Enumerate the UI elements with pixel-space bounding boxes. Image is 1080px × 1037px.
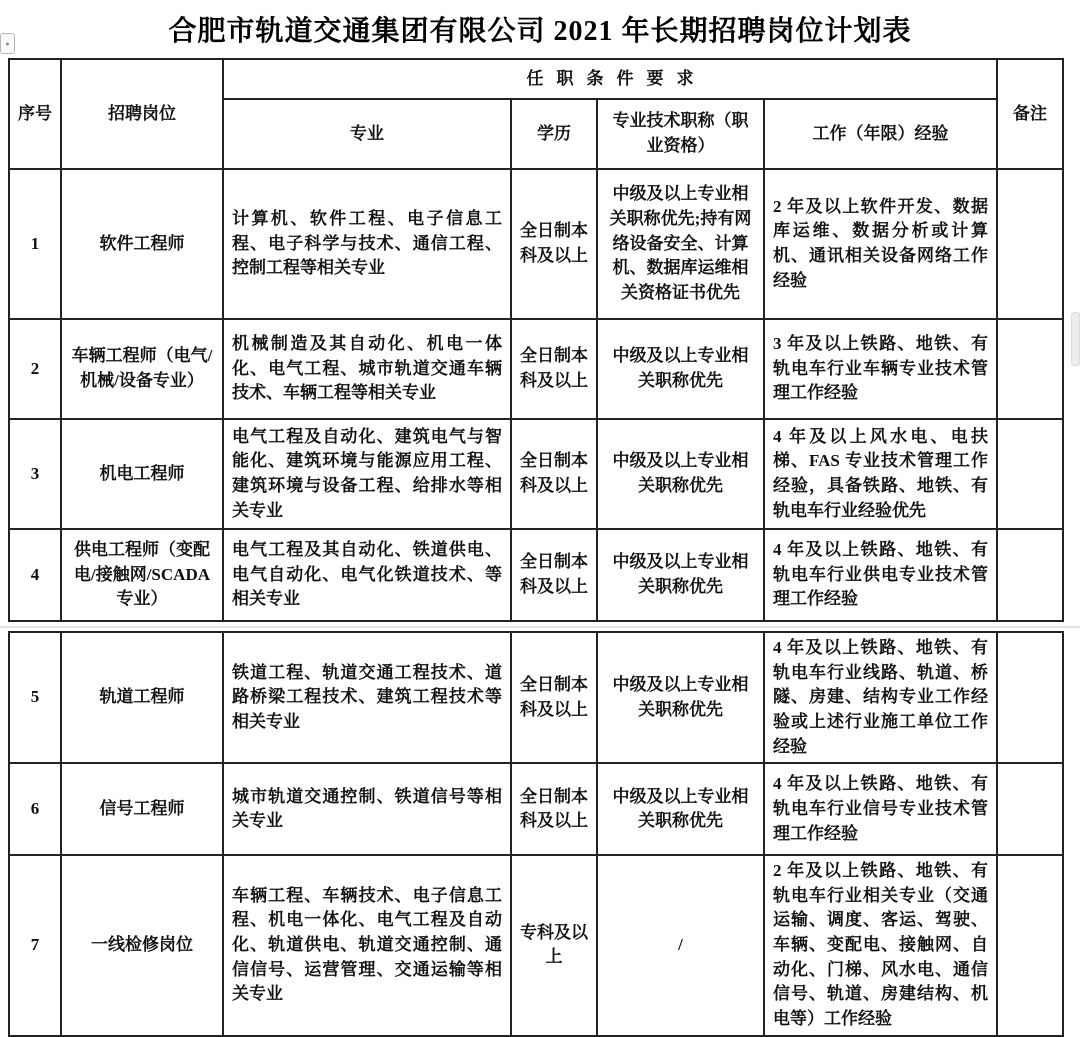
table-move-handle-icon[interactable] xyxy=(0,33,15,54)
cell-remark xyxy=(997,419,1063,529)
cell-remark xyxy=(997,529,1063,621)
cell-title-req: 中级及以上专业相关职称优先 xyxy=(597,319,764,419)
cell-education: 全日制本科及以上 xyxy=(511,529,597,621)
cell-experience: 3 年及以上铁路、地铁、有轨电车行业车辆专业技术管理工作经验 xyxy=(764,319,997,419)
cell-no: 5 xyxy=(9,632,61,763)
cell-experience: 4 年及以上铁路、地铁、有轨电车行业信号专业技术管理工作经验 xyxy=(764,763,997,855)
cell-no: 1 xyxy=(9,169,61,319)
cell-experience: 4 年及以上风水电、电扶梯、FAS 专业技术管理工作经验，具备铁路、地铁、有轨电车行业经验优先 xyxy=(764,419,997,529)
cell-experience: 4 年及以上铁路、地铁、有轨电车行业供电专业技术管理工作经验 xyxy=(764,529,997,621)
cell-remark xyxy=(997,763,1063,855)
cell-education: 全日制本科及以上 xyxy=(511,419,597,529)
recruitment-table-page1 xyxy=(8,58,1064,622)
cell-major: 车辆工程、车辆技术、电子信息工程、机电一体化、电气工程及自动化、轨道供电、轨道交通控制、通信信号、运营管理、交通运输等相关专业 xyxy=(223,855,511,1035)
cell-experience: 2 年及以上铁路、地铁、有轨电车行业相关专业（交通运输、调度、客运、驾驶、车辆、变配电、接触网、自动化、门梯、风水电、通信信号、轨道、房建结构、机电等）工作经验 xyxy=(764,855,997,1035)
cell-title-req: 中级及以上专业相关职称优先 xyxy=(597,763,764,855)
table-row xyxy=(9,855,1063,1035)
table-row xyxy=(9,632,1063,763)
cell-education: 全日制本科及以上 xyxy=(511,632,597,763)
header-education: 学历 xyxy=(511,99,597,169)
cell-major: 电气工程及自动化、建筑电气与智能化、建筑环境与能源应用工程、建筑环境与设备工程、给排水等相关专业 xyxy=(223,419,511,529)
cell-no: 7 xyxy=(9,855,61,1035)
cell-major: 铁道工程、轨道交通工程技术、道路桥梁工程技术、建筑工程技术等相关专业 xyxy=(223,632,511,763)
cell-education: 全日制本科及以上 xyxy=(511,319,597,419)
cell-education: 全日制本科及以上 xyxy=(511,763,597,855)
cell-experience: 4 年及以上铁路、地铁、有轨电车行业线路、轨道、桥隧、房建、结构专业工作经验或上述行业施工单位工作经验 xyxy=(764,632,997,763)
header-remark: 备注 xyxy=(997,59,1063,169)
cell-position: 车辆工程师（电气/机械/设备专业） xyxy=(61,319,223,419)
table-row xyxy=(9,319,1063,419)
header-row-1 xyxy=(9,59,1063,99)
cell-position: 机电工程师 xyxy=(61,419,223,529)
cell-position: 供电工程师（变配电/接触网/SCADA 专业） xyxy=(61,529,223,621)
cell-major: 机械制造及其自动化、机电一体化、电气工程、城市轨道交通车辆技术、车辆工程等相关专业 xyxy=(223,319,511,419)
header-position: 招聘岗位 xyxy=(61,59,223,169)
cell-no: 3 xyxy=(9,419,61,529)
cell-major: 计算机、软件工程、电子信息工程、电子科学与技术、通信工程、控制工程等相关专业 xyxy=(223,169,511,319)
table-row xyxy=(9,419,1063,529)
handle-dot-icon: ● xyxy=(5,39,10,48)
table-row xyxy=(9,763,1063,855)
cell-no: 2 xyxy=(9,319,61,419)
cell-no: 6 xyxy=(9,763,61,855)
cell-position: 一线检修岗位 xyxy=(61,855,223,1035)
header-requirements: 任职条件要求 xyxy=(223,59,997,99)
cell-no: 4 xyxy=(9,529,61,621)
cell-remark xyxy=(997,169,1063,319)
recruitment-table-page2 xyxy=(8,631,1064,1037)
cell-title-req: / xyxy=(597,855,764,1035)
header-experience: 工作（年限）经验 xyxy=(764,99,997,169)
cell-education: 专科及以上 xyxy=(511,855,597,1035)
cell-remark xyxy=(997,632,1063,763)
cell-position: 信号工程师 xyxy=(61,763,223,855)
header-no: 序号 xyxy=(9,59,61,169)
header-title-req: 专业技术职称（职业资格） xyxy=(597,99,764,169)
table-row xyxy=(9,529,1063,621)
cell-remark xyxy=(997,855,1063,1035)
table-split-divider xyxy=(0,626,1080,628)
cell-major: 城市轨道交通控制、铁道信号等相关专业 xyxy=(223,763,511,855)
cell-title-req: 中级及以上专业相关职称优先 xyxy=(597,632,764,763)
cell-position: 软件工程师 xyxy=(61,169,223,319)
header-major: 专业 xyxy=(223,99,511,169)
cell-position: 轨道工程师 xyxy=(61,632,223,763)
cell-major: 电气工程及其自动化、铁道供电、电气自动化、电气化铁道技术、等相关专业 xyxy=(223,529,511,621)
page-title: 合肥市轨道交通集团有限公司 2021 年长期招聘岗位计划表 xyxy=(168,16,912,47)
cell-experience: 2 年及以上软件开发、数据库运维、数据分析或计算机、通讯相关设备网络工作经验 xyxy=(764,169,997,319)
cell-title-req: 中级及以上专业相关职称优先 xyxy=(597,529,764,621)
cell-title-req: 中级及以上专业相关职称优先;持有网络设备安全、计算机、数据库运维相关资格证书优先 xyxy=(597,169,764,319)
scrollbar-thumb[interactable] xyxy=(1071,312,1080,366)
cell-education: 全日制本科及以上 xyxy=(511,169,597,319)
table-row xyxy=(9,169,1063,319)
cell-remark xyxy=(997,319,1063,419)
cell-title-req: 中级及以上专业相关职称优先 xyxy=(597,419,764,529)
